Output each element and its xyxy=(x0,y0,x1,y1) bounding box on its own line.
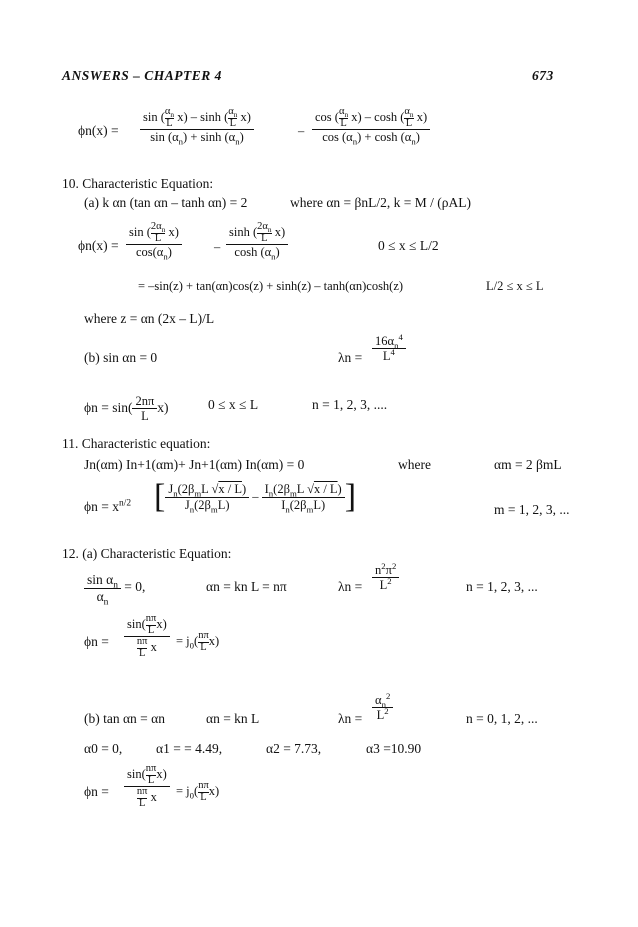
q12-n-range-b: n = 0, 1, 2, ... xyxy=(466,711,538,726)
page-number: 673 xyxy=(532,68,554,83)
q11-alpha: αm = 2 βmL xyxy=(494,457,562,472)
q12-part-b: (b) tan αn = αn xyxy=(84,711,165,726)
q12-alpha-b: αn = kn L xyxy=(206,711,260,726)
q12-eq-a: $\frac{\sin \alpha_n}{\alpha_n}$ = 0, xyxy=(84,572,145,604)
q10-part-a-equation: (a) k αn (tan αn – tanh αn) = 2 xyxy=(84,195,248,210)
q10-heading: 10. Characteristic Equation: xyxy=(62,176,214,191)
q10-part-b: (b) sin αn = 0 xyxy=(84,350,158,365)
q12-lambda-a-lhs: λn = xyxy=(338,579,363,594)
q11-m-range: m = 1, 2, 3, ... xyxy=(494,502,570,517)
q12-lambda-b-fraction: $\frac{\alpha_n^2}{L^2}$ xyxy=(372,693,393,723)
q10-phi-fraction-2: sinh ( $\frac{2\alpha_n}{L}$ x) $\cosh (\alpha_n)$ xyxy=(226,222,288,259)
q11-equation: Jn(αm) In+1(αm)+ Jn+1(αm) In(αm) = 0 xyxy=(84,457,305,472)
q12-alpha-0: α0 = 0, xyxy=(84,741,123,756)
q11-phi-lhs: $\phi n = x^{n/2}$ xyxy=(84,498,132,514)
q10-range-2: L/2 ≤ x ≤ L xyxy=(486,279,544,293)
q12-heading: 12. (a) Characteristic Equation: xyxy=(62,546,232,561)
top-phi-lhs: ϕn(x) = xyxy=(78,123,119,138)
top-eq-fraction-2: cos ( $\frac{\alpha_n}{L}$ x) – cosh ( $\frac{\alpha_n}{L}$ x) $\cos (\alpha_n) + \cosh (\alpha_n)$ xyxy=(312,107,430,144)
q12-alpha-3: α3 =10.90 xyxy=(366,741,422,756)
q11-bracket-expression: [ $\frac{J_n(2\beta_mL √x / L)}{J_n(2\beta_mL)}$ – $\frac{I_n(2\beta_mL √x / L)}{I_n(2\beta_mL)}$ ] xyxy=(154,478,357,515)
q12-phi-a-bessel: = $j_0$( $\frac{n\pi}{L}$ x) xyxy=(176,630,220,653)
q12-phi-b-lhs: ϕn = xyxy=(84,784,109,799)
q10-lambda-fraction: $\frac{16\alpha_n^4}{L^4}$ xyxy=(372,334,406,364)
q10-phi-lhs: ϕn(x) = xyxy=(78,238,119,253)
q10-where-z: where z = αn (2x – L)/L xyxy=(84,311,215,326)
q12-alpha-1: α1 = = 4.49, xyxy=(156,741,223,756)
top-eq-fraction-1: sin ( $\frac{\alpha_n}{L}$ x) – sinh ( $\frac{\alpha_n}{L}$ x) $\sin (\alpha_n) + \sinh (\alpha_n)$ xyxy=(140,107,254,144)
q12-phi-b-fraction: sin( $\frac{n\pi}{L}$ x) $\frac{n\pi}{L}$ x xyxy=(124,764,170,809)
q12-lambda-a-fraction: $\frac{n^2\pi^2}{L^2}$ xyxy=(372,563,399,593)
q10-phi-b: ϕn = sin( $\frac{2n\pi}{L}$ x) xyxy=(84,394,169,424)
q11-where: where xyxy=(398,457,431,472)
q10-range-1: 0 ≤ x ≤ L/2 xyxy=(378,238,439,253)
top-eq-minus: – xyxy=(298,124,305,138)
q12-lambda-b-lhs: λn = xyxy=(338,711,363,726)
q12-phi-a-lhs: ϕn = xyxy=(84,634,109,649)
q11-heading: 11. Characteristic equation: xyxy=(62,436,211,451)
q12-phi-b-bessel: = $j_0$( $\frac{n\pi}{L}$ x) xyxy=(176,780,220,803)
q10-line-2: = –sin(z) + tan(αn)cos(z) + sinh(z) – tanh(αn)cosh(z) xyxy=(138,279,404,293)
q10-lambda-lhs: λn = xyxy=(338,350,363,365)
q10-n-range: n = 1, 2, 3, .... xyxy=(312,397,388,412)
chapter-header: ANSWERS – CHAPTER 4 xyxy=(62,68,222,83)
q10-range-3: 0 ≤ x ≤ L xyxy=(208,397,259,412)
q10-where-a: where αn = βnL/2, k = M / (ρAL) xyxy=(290,195,471,210)
q12-phi-a-fraction: sin( $\frac{n\pi}{L}$ x) $\frac{n\pi}{L}$ x xyxy=(124,614,170,659)
q12-n-range-a: n = 1, 2, 3, ... xyxy=(466,579,538,594)
q12-alpha-2: α2 = 7.73, xyxy=(266,741,322,756)
q10-phi-fraction-1: sin ( $\frac{2\alpha_n}{L}$ x) $\cos(\alpha_n)$ xyxy=(126,222,182,259)
q12-alpha-a: αn = kn L = nπ xyxy=(206,579,287,594)
q10-phi-minus: – xyxy=(214,240,221,254)
